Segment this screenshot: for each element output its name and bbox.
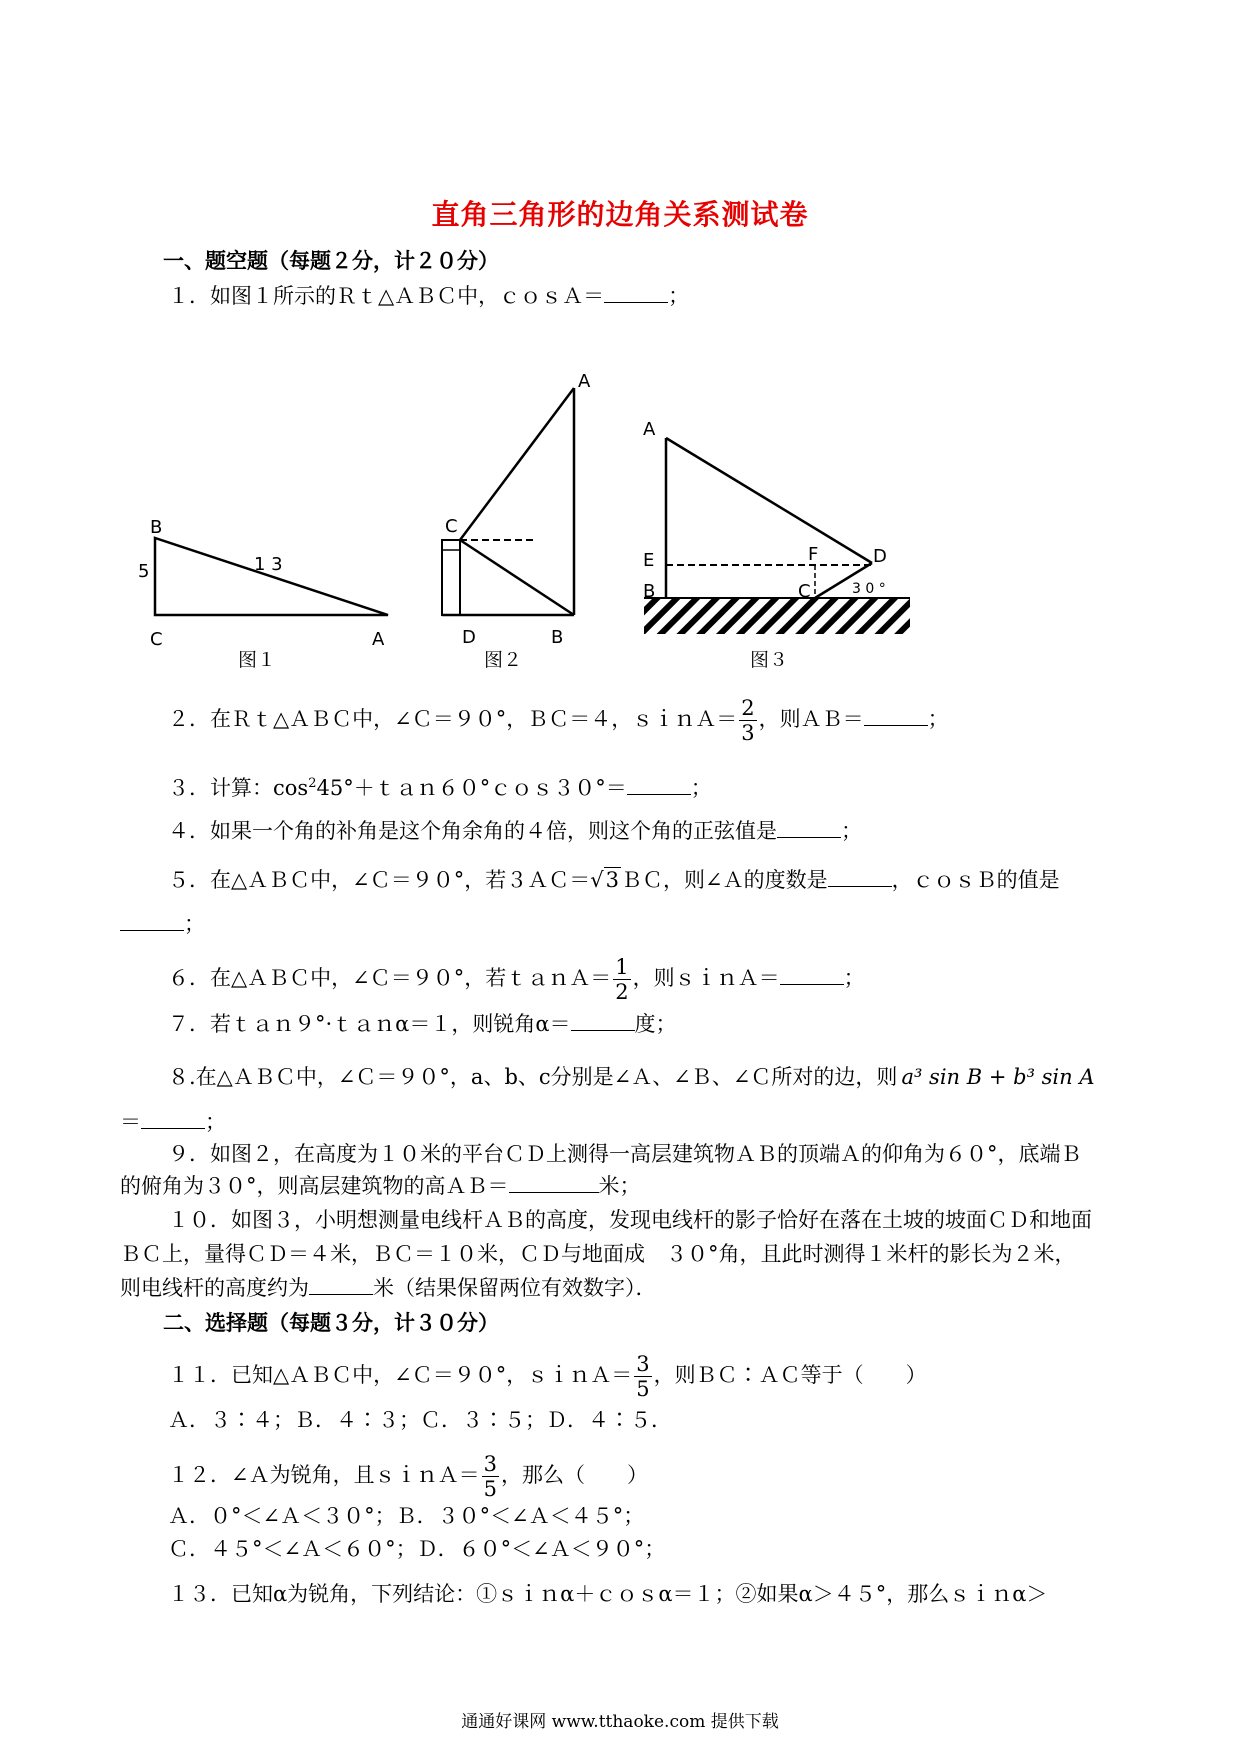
question-6: ６．在△ＡＢＣ中，∠Ｃ＝９０°，若ｔａｎＡ＝ $\frac{1}{2}$ ，则ｓｉｎＡ＝ ；: [168, 955, 865, 1004]
fig3-label-d: D: [873, 546, 887, 567]
answer-blank: [120, 910, 184, 931]
answer-blank: [509, 1172, 599, 1193]
question-2: ２．在Ｒｔ△ＡＢＣ中，∠Ｃ＝９０°，ＢＣ＝４，ｓｉｎＡ＝ $\frac{2}{3}$ ，则ＡＢ＝ ；: [168, 696, 949, 745]
fig2-label-a: A: [578, 371, 591, 392]
page-title: 直角三角形的边角关系测试卷: [431, 198, 809, 231]
fraction: $\frac{3}{5}$: [483, 1452, 497, 1501]
math-expression: a³ sin B + b³ sin A: [901, 1065, 1095, 1089]
fraction: $\frac{1}{2}$: [615, 955, 629, 1004]
fig1-side-ab: 1 3: [254, 554, 283, 575]
question-7: ７．若ｔａｎ９°·ｔａｎα＝１，则锐角α＝ 度；: [168, 1012, 677, 1036]
figure-2: [442, 371, 591, 671]
answer-blank: [828, 866, 892, 887]
fig2-label-b: B: [551, 627, 564, 648]
fig2-label-d: D: [462, 627, 476, 648]
fig1-label-c: C: [150, 629, 163, 650]
answer-blank: [309, 1274, 373, 1295]
question-10-line-1: １０．如图３，小明想测量电线杆ＡＢ的高度，发现电线杆的影子恰好在落在土坡的坡面ＣＤ和地面: [168, 1208, 1092, 1232]
question-1: １．如图１所示的Ｒｔ△ＡＢＣ中，ｃｏｓＡ＝ ；: [168, 284, 690, 308]
fig3-angle: 3 0 °: [852, 581, 886, 597]
answer-blank: [777, 817, 841, 838]
fig3-label-b: B: [643, 581, 656, 602]
fig1-label-b: B: [150, 517, 163, 538]
answer-blank: [571, 1010, 635, 1031]
footer: 通通好课网 www.tthaoke.com 提供下载: [461, 1712, 779, 1732]
figures: [0, 360, 1240, 680]
answer-blank: [141, 1108, 205, 1129]
question-5: ５．在△ＡＢＣ中，∠Ｃ＝９０°，若３ＡＣ＝√3ＢＣ，则∠Ａ的度数是 ，ｃｏｓＢ的值是: [168, 868, 1060, 892]
question-5-cont: ；: [120, 910, 205, 938]
question-11-options: Ａ．３∶４；Ｂ．４∶３；Ｃ．３∶５；Ｄ．４∶５．: [168, 1408, 672, 1432]
fig3-caption: 图３: [750, 649, 789, 671]
answer-blank: [627, 774, 691, 795]
fig1-label-a: A: [372, 629, 385, 650]
fig3-label-e: E: [643, 550, 655, 571]
fig2-label-c: C: [445, 516, 458, 537]
question-3: ３．计算：$\cos^245^\circ+tan60^\circ cos30^\circ=$ ；: [168, 776, 712, 800]
answer-blank: [864, 705, 928, 726]
answer-blank: [604, 282, 668, 303]
question-13: １３．已知α为锐角，下列结论：①ｓｉｎα＋ｃｏｓα＝１；②如果α＞４５°，那么ｓｉｎα＞: [168, 1582, 1048, 1606]
figure-1: [138, 517, 388, 671]
fig1-caption: 图１: [238, 649, 277, 671]
fig2-caption: 图２: [484, 649, 523, 671]
square-root: √3: [590, 868, 620, 892]
section-2-heading: 二、选择题（每题３分，计３０分）: [163, 1310, 499, 1335]
question-12-options-1: Ａ．０°＜∠Ａ＜３０°；Ｂ．３０°＜∠Ａ＜４５°；: [168, 1504, 645, 1528]
question-11: １１．已知△ＡＢＣ中，∠Ｃ＝９０°，ｓｉｎＡ＝ $\frac{3}{5}$ ，则ＢＣ∶ＡＣ等于（ ）: [168, 1352, 927, 1401]
question-4: ４．如果一个角的补角是这个角余角的４倍，则这个角的正弦值是 ；: [168, 819, 862, 843]
fig1-side-bc: 5: [138, 561, 150, 582]
question-12: １２．∠Ａ为锐角，且ｓｉｎＡ＝ $\frac{3}{5}$ ，那么（ ）: [168, 1452, 648, 1501]
answer-blank: [780, 964, 844, 985]
question-10-line-3: 则电线杆的高度约为 米（结果保留两位有效数字）．: [120, 1276, 657, 1300]
question-10-line-2: ＢＣ上，量得ＣＤ＝４米，ＢＣ＝１０米，ＣＤ与地面成 ３０°角，且此时测得１米杆的影长为２米，: [120, 1242, 1076, 1266]
question-8: ８.在△ＡＢＣ中，∠Ｃ＝９０°，a、b、c分别是∠Ａ、∠Ｂ、∠Ｃ所对的边，则 a³ sin B + b³ sin A: [168, 1065, 1095, 1089]
question-9-line-2: 的俯角为３０°，则高层建筑物的高ＡＢ＝ 米；: [120, 1174, 641, 1198]
figure-3: [643, 419, 910, 671]
fig3-label-f: F: [808, 544, 819, 565]
fig3-label-a: A: [643, 419, 656, 440]
fraction: $\frac{3}{5}$: [636, 1352, 650, 1401]
question-8-cont: ＝ ；: [120, 1110, 226, 1134]
fig3-label-c: C: [798, 581, 811, 602]
fraction: $\frac{2}{3}$: [741, 696, 755, 745]
question-9-line-1: ９．如图２，在高度为１０米的平台ＣＤ上测得一高层建筑物ＡＢ的顶端Ａ的仰角为６０°，底端Ｂ: [168, 1142, 1082, 1166]
question-12-options-2: Ｃ．４５°＜∠Ａ＜６０°；Ｄ．６０°＜∠Ａ＜９０°；: [168, 1537, 666, 1561]
section-1-heading: 一、题空题（每题２分，计２０分）: [163, 248, 499, 273]
